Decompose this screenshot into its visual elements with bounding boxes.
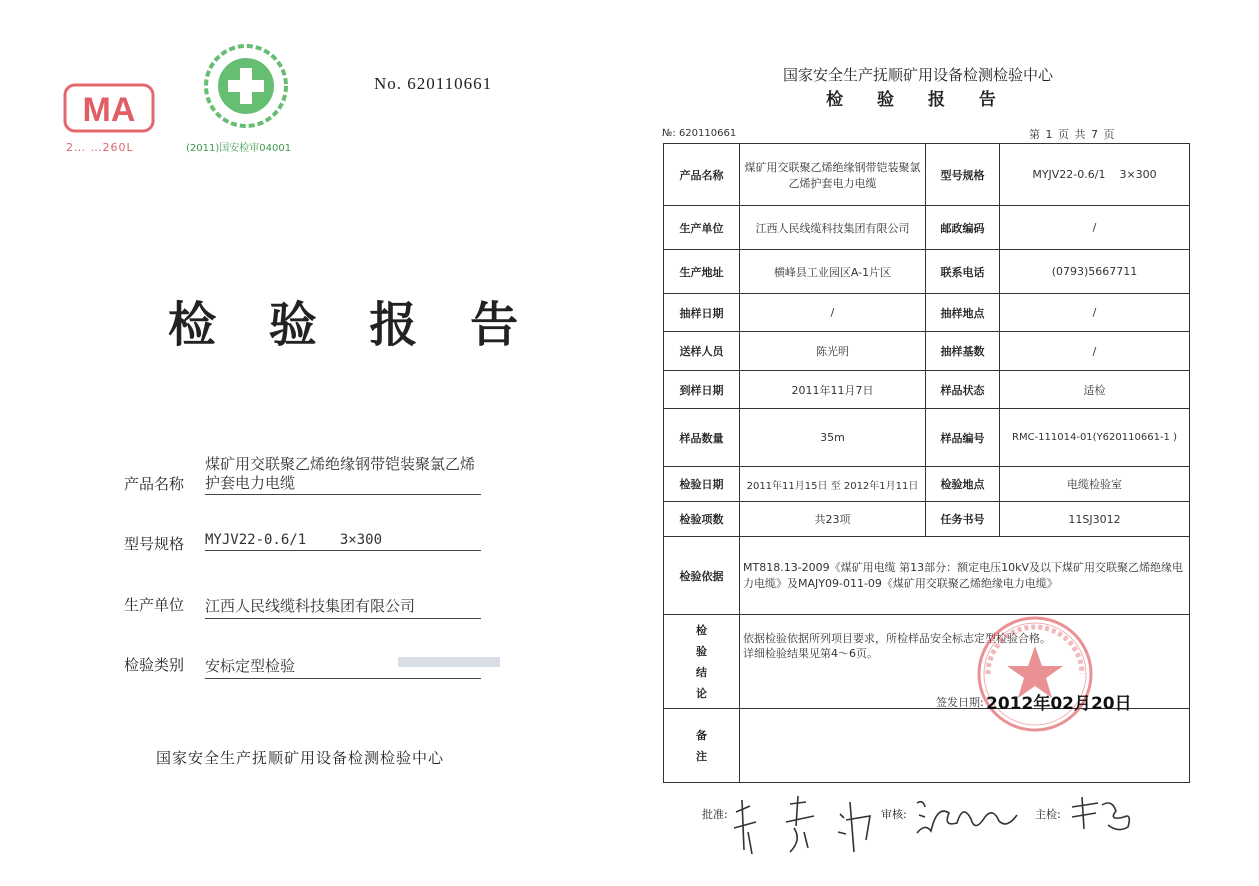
table-row — [664, 467, 1190, 502]
cell-label: 抽样基数 — [926, 332, 1000, 371]
cover-issuer: 国家安全生产抚顺矿用设备检测检验中心 — [156, 749, 445, 767]
cell-label: 抽样日期 — [664, 294, 740, 332]
table-row — [664, 206, 1190, 250]
cell-label: 检验日期 — [664, 467, 740, 502]
svg-text:MA: MA — [82, 91, 136, 129]
cell-label: 生产地址 — [664, 250, 740, 294]
table-row — [664, 709, 1190, 783]
cell-value: 2011年11月7日 — [740, 371, 926, 409]
report-table — [663, 143, 1190, 783]
ma-logo-icon — [62, 80, 156, 136]
table-row — [664, 371, 1190, 409]
cover-title: 检 验 报 告 — [168, 297, 537, 353]
conclusion-label — [664, 615, 740, 709]
report-organization: 国家安全生产抚顺矿用设备检测检验中心 — [782, 66, 1053, 84]
inspection-type-value: 安标定型检验 — [205, 655, 481, 679]
cell-value: / — [1000, 332, 1190, 371]
report-page — [620, 0, 1259, 886]
cell-value: 11SJ3012 — [1000, 502, 1190, 537]
cell-value: RMC-111014-01(Y620110661-1 ) — [1000, 409, 1190, 467]
inspection-type-label: 检验类别 — [124, 656, 185, 674]
cell-value: MYJV22-0.6/1 3×300 — [1000, 144, 1190, 206]
basis-label: 检验依据 — [664, 537, 740, 615]
product-name-line2: 护套电力电缆 — [205, 474, 296, 492]
table-row — [664, 144, 1190, 206]
chief-inspector-label: 主检: — [1035, 808, 1061, 821]
remarks-char: 注 — [696, 749, 707, 763]
official-seal-stamp — [970, 614, 1100, 734]
cell-value: / — [1000, 294, 1190, 332]
cell-value: 35m — [740, 409, 926, 467]
cell-label: 到样日期 — [664, 371, 740, 409]
approve-label: 批准: — [702, 808, 728, 821]
model-label: 型号规格 — [124, 535, 185, 553]
cell-label: 产品名称 — [664, 144, 740, 206]
cell-value: / — [740, 294, 926, 332]
sign-date-label: 签发日期: — [936, 696, 984, 709]
conclusion-char: 结 — [696, 665, 707, 679]
table-row — [664, 250, 1190, 294]
cell-value: 陈光明 — [740, 332, 926, 371]
product-name-label: 产品名称 — [124, 475, 185, 493]
conclusion-char: 论 — [696, 686, 707, 700]
remarks-char: 备 — [696, 728, 707, 742]
cell-value: 电缆检验室 — [1000, 467, 1190, 502]
cell-value: 横峰县工业园区A-1片区 — [740, 250, 926, 294]
report-title: 检 验 报 告 — [826, 90, 1010, 110]
cell-label: 邮政编码 — [926, 206, 1000, 250]
table-row — [664, 537, 1190, 615]
cell-value: 江西人民线缆科技集团有限公司 — [740, 206, 926, 250]
remarks-value — [740, 709, 1190, 783]
review-label: 审核: — [881, 808, 907, 821]
cell-label: 检验项数 — [664, 502, 740, 537]
cell-label: 检验地点 — [926, 467, 1000, 502]
report-number: №: 620110661 — [662, 128, 737, 139]
product-name-line1: 煤矿用交联聚乙烯绝缘钢带铠装聚氯乙烯 — [205, 455, 476, 473]
cell-value: (0793)5667711 — [1000, 250, 1190, 294]
inspection-seal-code: (2011)国安检审04001 — [186, 143, 292, 154]
sign-date-value: 2012年02月20日 — [986, 694, 1132, 714]
conclusion-line1: 依据检验依据所列项目要求，所检样品安全标志定型检验合格。 — [743, 632, 1051, 645]
table-row — [664, 409, 1190, 467]
cell-value: 煤矿用交联聚乙烯绝缘钢带铠装聚氯乙烯护套电力电缆 — [740, 144, 926, 206]
cell-label: 联系电话 — [926, 250, 1000, 294]
cell-label: 生产单位 — [664, 206, 740, 250]
cover-page — [0, 0, 620, 886]
reviewer-signature — [913, 793, 1023, 843]
table-row — [664, 294, 1190, 332]
manufacturer-value: 江西人民线缆科技集团有限公司 — [205, 595, 481, 619]
cell-value: 适检 — [1000, 371, 1190, 409]
cell-label: 送样人员 — [664, 332, 740, 371]
table-row — [664, 332, 1190, 371]
report-number: No. 620110661 — [374, 74, 493, 93]
ma-code-text: 2… …260L — [66, 141, 134, 154]
manufacturer-label: 生产单位 — [124, 596, 185, 614]
page-indicator: 第 1 页 共 7 页 — [1029, 128, 1116, 141]
cell-label: 抽样地点 — [926, 294, 1000, 332]
cell-label: 样品数量 — [664, 409, 740, 467]
cell-value: 共23项 — [740, 502, 926, 537]
cell-label: 样品编号 — [926, 409, 1000, 467]
approver-signature — [728, 792, 878, 858]
inspection-seal-icon — [200, 40, 292, 132]
faded-stamp-mark — [398, 654, 500, 670]
conclusion-char: 验 — [696, 644, 707, 658]
conclusion-char: 检 — [696, 623, 707, 637]
cell-label: 型号规格 — [926, 144, 1000, 206]
model-value: MYJV22-0.6/1 3×300 — [205, 532, 481, 551]
cell-value: 2011年11月15日 至 2012年1月11日 — [740, 467, 926, 502]
chief-inspector-signature — [1068, 795, 1138, 835]
cell-value: / — [1000, 206, 1190, 250]
basis-text: MT818.13-2009《煤矿用电缆 第13部分：额定电压10kV及以下煤矿用交联聚乙烯绝缘电力电缆》及MAJY09-011-09《煤矿用交联聚乙烯绝缘电力电缆》 — [740, 537, 1190, 615]
cell-label: 样品状态 — [926, 371, 1000, 409]
conclusion-line2: 详细检验结果见第4～6页。 — [743, 647, 878, 660]
table-row — [664, 502, 1190, 537]
product-name-value — [205, 455, 481, 495]
remarks-label — [664, 709, 740, 783]
cell-label: 任务书号 — [926, 502, 1000, 537]
